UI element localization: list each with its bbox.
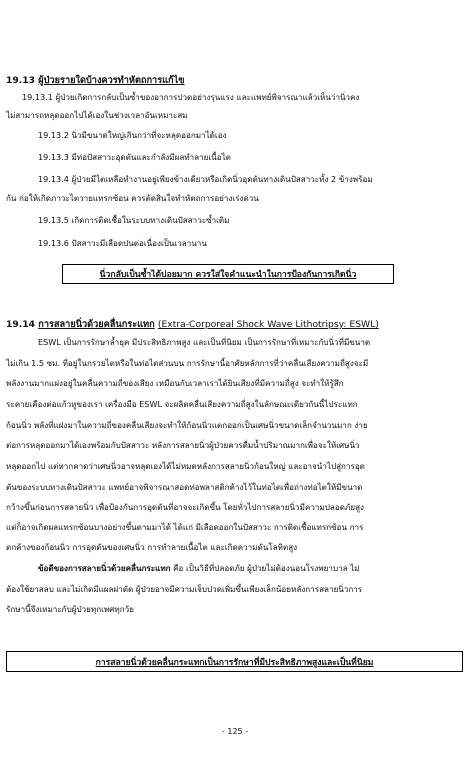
section-14-body-line: ESWL เป็นการรักษาล้ำยุค มีประสิทธิภาพสูง และเป็นที่นิยม เป็นการรักษาที่เหมาะกับนิ่วที่มีขนาด [38, 337, 371, 347]
advantage-line: ต้องใช้ยาสลบ และไม่เกิดมีแผลผ่าตัด ผู้ป่วยอาจมีความเจ็บปวดเพิ่มขึ้นเพียงเล็กน้อยหลังการสลายนิ่วการ [6, 584, 363, 594]
section-13-item: 19.13.5 เกิดการติดเชื้อในระบบทางเดินปัสสาวะซ้ำเติม [38, 215, 230, 225]
section-14-body-line: ก้อนนิ่ว พลังที่แฝงมาในความถี่ของคลื่นเสียงจะทำให้ก้อนนิ่วแตกออกเป็นเศษนิ่วขนาดเล็กจำนวนมาก ง่าย [6, 420, 368, 430]
section-13-item: 19.13.3 มีท่อปัสสาวะอุดตันและกำลังมีผลทำลายเนื้อไต [38, 152, 231, 162]
section-14-body-line: หลุดออกไป แต่หากคาดว่าเศษนิ่วอาจหลุดเองได้ไม่หมดหลังการสลายนิ่วก้อนใหญ่ และอาจนำไปสู่การอุด [6, 461, 365, 471]
advantage-text: คือ เป็นวิธีที่ปลอดภัย ผู้ป่วยไม่ต้องนอนโรงพยาบาล ไม่ [170, 563, 360, 573]
section-13-heading [6, 73, 185, 88]
section-14-title: การสลายนิ่วด้วยคลื่นกระแทก [38, 319, 155, 330]
section-13-intro-line: 19.13.1 ผู้ป่วยเกิดการกลับเป็นซ้ำของอาการปวดอย่างรุนแรง และแพทย์พิจารณาแล้วเห็นว่านิ่วคง [22, 92, 360, 102]
section-14-heading [6, 317, 379, 332]
advantage-label: ข้อดีของการสลายนิ่วด้วยคลื่นกระแทก [38, 563, 171, 573]
section-14-body-line: แต่ก็อาจเกิดผลแทรกซ้อนบางอย่างขึ้นตามมาได้ ได้แก่ มีเลือดออกในปัสสาวะ การติดเชื้อแทรกซ้อน การ [6, 522, 364, 532]
page-number: - 125 - [221, 727, 249, 736]
section-14-body-line: ตกค้างของก้อนนิ่ว การอุดตันของเศษนิ่ว การทำลายเนื้อไต และเกิดความดันโลหิตสูง [6, 542, 298, 552]
section-13-number: 19.13 [6, 75, 36, 86]
section-14-body-line: ระคายเคืองต่อแก้วหูของเรา เครื่องมือ ESWL จะผลิตคลื่นเสียงความถี่สูงในลักษณะเดียวกันนี้ไประแทก [6, 399, 358, 409]
section-14-callout-box: การสลายนิ่วด้วยคลื่นกระแทกเป็นการรักษาที่มีประสิทธิภาพสูงและเป็นที่นิยม [6, 651, 463, 672]
section-14-subtitle: (Extra-Corporeal Shock Wave Lithotripsy: ESWL) [157, 319, 379, 330]
advantage-line: รักษานี้จึงเหมาะกับผู้ป่วยทุกเพศทุกวัย [6, 604, 134, 614]
section-13-intro-line: ไม่สามารถหลุดออกไปได้เองในช่วงเวลาอันเหมาะสม [6, 110, 188, 120]
section-13-item: 19.13.4 ผู้ป่วยมีไตเหลือทำงานอยู่เพียงข้างเดียวหรือเกิดนิ่วอุดตันทางเดินปัสสาวะทั้ง 2 ข้างพร้อม [38, 174, 373, 184]
section-13-callout-box: นิ่วกลับเป็นซ้ำได้บ่อยมาก ควรใส่ใจคำแนะนำในการป้องกันการเกิดนิ่ว [62, 264, 394, 284]
section-13-item: 19.13.6 ปัสสาวะมีเลือดปนต่อเนื่องเป็นเวลานาน [38, 238, 207, 248]
section-14-body-line: ไม่เกิน 1.5 ซม. ที่อยู่ในกรวยไตหรือในท่อไตส่วนบน การรักษานี้อาศัยหลักการที่ว่าคลื่นเสียงความถี่สูงจะมี [6, 358, 369, 368]
section-13-title: ผู้ป่วยรายใดบ้างควรทำหัตถการแก้ไข [38, 75, 185, 86]
section-13-item: กัน ก่อให้เกิดภาวะไตวายแทรกซ้อน ควรตัดสินใจทำหัตถการอย่างเร่งด่วน [6, 193, 259, 203]
section-13-item: 19.13.2 นิ่วมีขนาดใหญ่เกินกว่าที่จะหลุดออกมาได้เอง [38, 130, 227, 140]
section-14-number: 19.14 [6, 319, 36, 330]
section-14-body-line: พลังงานมากแฝงอยู่ในคลื่นความถี่ของเสียง เหมือนกับเวลาเราได้ยินเสียงที่มีความถี่สูง จะทำให้รู้สึก [6, 378, 344, 388]
advantage-line [38, 563, 360, 574]
section-14-body-line: ตันของระบบทางเดินปัสสาวะ แพทย์อาจพิจารณาสอดท่อพลาสติกค้างไว้ในท่อไตเพื่อถ่างท่อไตให้มีขนาด [6, 482, 363, 492]
section-14-body-line: กว้างขึ้นก่อนการสลายนิ่ว เพื่อป้องกันการอุดตันที่อาจจะเกิดขึ้น โดยทั่วไปการสลายนิ่วมีความปลอดภัยสูง [6, 502, 364, 512]
section-14-body-line: ต่อการหลุดออกมาได้เองพร้อมกับปัสสาวะ หลังการสลายนิ่วผู้ป่วยควรดื่มน้ำปริมาณมากเพื่อจะให้เศษนิ่ว [6, 440, 360, 450]
